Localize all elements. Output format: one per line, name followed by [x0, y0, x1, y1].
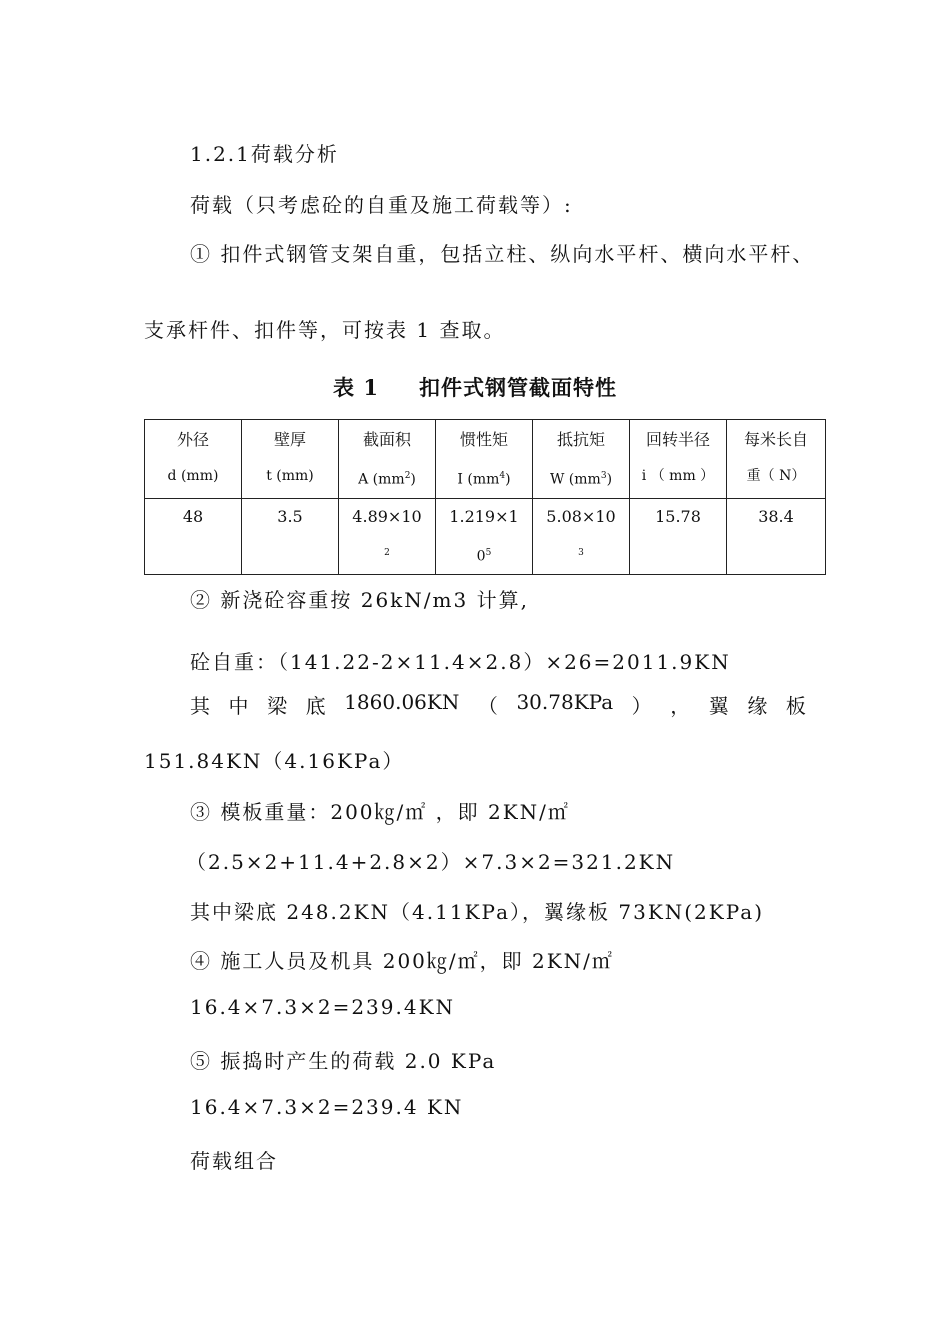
word: ， [670, 694, 691, 718]
header-cell: 每米长自 重（ N） [727, 420, 826, 499]
header-cell: 惯性矩 I $(mm^4)$ [436, 420, 533, 499]
table-number: 表 1 [333, 375, 379, 400]
header-cell: 抵抗矩 W $(mm^3)$ [533, 420, 630, 499]
load-combination-heading: 荷载组合 [190, 1149, 278, 1173]
word: 其 [190, 694, 210, 718]
item-5-text: ⑤ 振捣时产生的荷载 2.0 KPa [190, 1049, 497, 1073]
beam-split-continuation: 151.84KN（4.16KPa） [144, 749, 405, 773]
header-cell: 截面积 A $(mm^2)$ [339, 420, 436, 499]
item-1-text: ① 扣件式钢管支架自重，包括立柱、纵向水平杆、横向水平杆、 [190, 242, 815, 266]
table-row [145, 498, 826, 575]
item-3-text: ③ 模板重量：200㎏/㎡ ，即 2KN/㎡ [190, 800, 570, 824]
word: 中 [228, 694, 249, 718]
word: 底 [305, 694, 326, 718]
word: 1860.06KN [344, 690, 460, 714]
word: 梁 [267, 694, 288, 718]
table-header-row [145, 420, 826, 499]
table-cell: 4.89×10 $^2$ [339, 498, 436, 575]
item-4-text: ④ 施工人员及机具 200㎏/㎡，即 2KN/㎡ [190, 949, 614, 973]
word: 板 [785, 694, 806, 718]
table-cell: 5.08×10 $^3$ [533, 498, 630, 575]
table-cell: 38.4 [727, 498, 826, 575]
word: ） [631, 694, 652, 718]
table-cell: 15.78 [630, 498, 727, 575]
item-1-continuation: 支承杆件、扣件等，可按表 1 查取。 [144, 318, 506, 342]
steel-tube-properties-table [144, 419, 826, 575]
table-title: 扣件式钢管截面特性 [418, 375, 617, 400]
word: （ [477, 694, 498, 718]
formwork-calculation: （2.5×2+11.4+2.8×2）×7.3×2=321.2KN [186, 850, 676, 874]
item-5-calculation: 16.4×7.3×2=239.4 KN [190, 1095, 464, 1119]
header-cell: 壁厚 t (mm) [242, 420, 339, 499]
table-cell: 3.5 [242, 498, 339, 575]
beam-split-line [190, 690, 806, 719]
table-cell: 1.219×1 $0^5$ [436, 498, 533, 575]
item-2-text: ② 新浇砼容重按 26kN/m3 计算, [190, 588, 529, 612]
concrete-weight-formula: 砼自重：（141.22-2×11.4×2.8）×26=2011.9KN [190, 650, 731, 674]
item-4-calculation: 16.4×7.3×2=239.4KN [190, 995, 456, 1019]
table-cell: 48 [145, 498, 242, 575]
word: 缘 [747, 694, 768, 718]
intro-text: 荷载（只考虑砼的自重及施工荷载等）: [190, 193, 573, 217]
formwork-split: 其中梁底 248.2KN（4.11KPa），翼缘板 73KN(2KPa) [190, 900, 765, 924]
word: 翼 [708, 694, 729, 718]
section-heading: 1.2.1荷载分析 [190, 142, 339, 166]
header-cell: 外径 d (mm) [145, 420, 242, 499]
word: 30.78KPa [516, 690, 614, 714]
header-cell: 回转半径 i （ mm ） [630, 420, 727, 499]
table-caption [0, 372, 950, 402]
